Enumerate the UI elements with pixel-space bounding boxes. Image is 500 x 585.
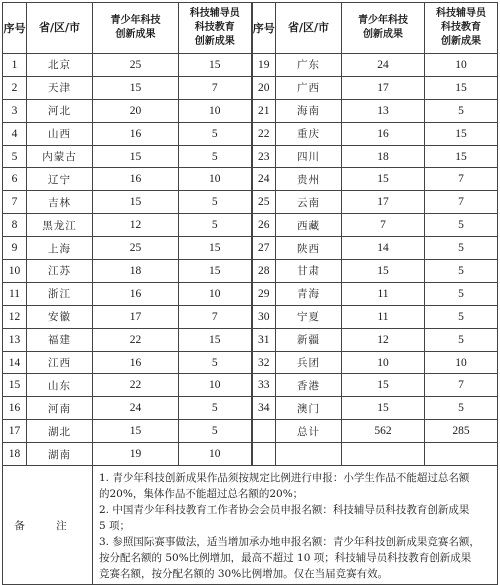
left-region-cell: 黑龙江 — [27, 214, 93, 237]
header-youth-right: 青少年科技 创新成果 — [342, 3, 425, 54]
left-tutor-count-cell: 7 — [179, 76, 252, 99]
right-tutor-count-cell: 7 — [425, 168, 498, 191]
right-region-cell: 云南 — [276, 191, 342, 214]
left-region-cell: 北京 — [27, 54, 93, 77]
right-tutor-count-cell: 15 — [425, 122, 498, 145]
note-line: 2. 中国青少年科技教育工作者协会会员申报名额：科技辅导员科技教育创新成果 — [99, 504, 470, 517]
left-tutor-count-cell: 5 — [179, 351, 252, 374]
left-youth-count-cell: 18 — [93, 260, 179, 283]
table-row — [3, 54, 498, 77]
right-region-cell: 西藏 — [276, 214, 342, 237]
notes-row — [3, 466, 498, 585]
right-youth-count-cell: 17 — [342, 191, 425, 214]
left-index-cell: 18 — [3, 443, 27, 466]
right-region-cell: 四川 — [276, 145, 342, 168]
right-region-cell: 宁夏 — [276, 305, 342, 328]
left-youth-count-cell: 17 — [93, 305, 179, 328]
right-tutor-count-cell: 7 — [425, 191, 498, 214]
left-youth-count-cell: 24 — [93, 397, 179, 420]
right-index-cell — [252, 443, 276, 466]
right-region-cell — [276, 443, 342, 466]
header-index-left: 序号 — [3, 3, 27, 54]
header-tutor-right: 科技辅导员 科技教育 创新成果 — [425, 3, 498, 54]
header-region-right: 省/区/市 — [276, 3, 342, 54]
left-region-cell: 安徽 — [27, 305, 93, 328]
left-index-cell: 7 — [3, 191, 27, 214]
right-tutor-count-cell: 10 — [425, 54, 498, 77]
left-region-cell: 河北 — [27, 99, 93, 122]
note-line: 1. 青少年科技创新成果作品须按规定比例进行申报：小学生作品不能超过总名额 — [99, 472, 470, 485]
note-line: 按分配名额的 50%比例增加，最高不超过 10 项；科技辅导员科技教育创新成果 — [99, 552, 472, 565]
right-index-cell: 20 — [252, 76, 276, 99]
left-region-cell: 江苏 — [27, 260, 93, 283]
right-youth-count-cell: 14 — [342, 237, 425, 260]
left-tutor-count-cell: 5 — [179, 145, 252, 168]
left-region-cell: 福建 — [27, 328, 93, 351]
table-row — [3, 168, 498, 191]
left-tutor-count-cell: 10 — [179, 282, 252, 305]
notes-text — [93, 466, 498, 585]
table-header — [3, 3, 498, 54]
left-index-cell: 9 — [3, 237, 27, 260]
header-index-right: 序号 — [252, 3, 276, 54]
table-row — [3, 214, 498, 237]
right-tutor-count-cell — [425, 443, 498, 466]
right-youth-count-cell: 18 — [342, 145, 425, 168]
right-index-cell: 24 — [252, 168, 276, 191]
right-tutor-count-cell: 10 — [425, 351, 498, 374]
left-index-cell: 4 — [3, 122, 27, 145]
left-index-cell: 12 — [3, 305, 27, 328]
right-youth-count-cell: 11 — [342, 282, 425, 305]
right-region-cell: 青海 — [276, 282, 342, 305]
left-index-cell: 13 — [3, 328, 27, 351]
right-region-cell: 甘肃 — [276, 260, 342, 283]
header-region-left: 省/区/市 — [27, 3, 93, 54]
left-region-cell: 湖南 — [27, 443, 93, 466]
right-youth-count-cell: 13 — [342, 99, 425, 122]
left-region-cell: 辽宁 — [27, 168, 93, 191]
left-region-cell: 山西 — [27, 122, 93, 145]
right-index-cell: 26 — [252, 214, 276, 237]
left-tutor-count-cell: 10 — [179, 443, 252, 466]
left-index-cell: 5 — [3, 145, 27, 168]
table-row — [3, 328, 498, 351]
left-youth-count-cell: 15 — [93, 420, 179, 443]
right-index-cell: 19 — [252, 54, 276, 77]
table-row — [3, 76, 498, 99]
header-tutor-left: 科技辅导员 科技教育 创新成果 — [179, 3, 252, 54]
left-tutor-count-cell: 5 — [179, 420, 252, 443]
left-index-cell: 10 — [3, 260, 27, 283]
table-row — [3, 260, 498, 283]
left-index-cell: 14 — [3, 351, 27, 374]
left-region-cell: 河南 — [27, 397, 93, 420]
right-index-cell: 34 — [252, 397, 276, 420]
right-region-cell: 香港 — [276, 374, 342, 397]
right-index-cell: 30 — [252, 305, 276, 328]
table-row — [3, 305, 498, 328]
right-region-cell: 广西 — [276, 76, 342, 99]
right-index-cell: 27 — [252, 237, 276, 260]
right-index-cell: 25 — [252, 191, 276, 214]
left-youth-count-cell: 20 — [93, 99, 179, 122]
right-tutor-count-cell: 5 — [425, 99, 498, 122]
left-youth-count-cell: 16 — [93, 351, 179, 374]
left-youth-count-cell: 22 — [93, 374, 179, 397]
left-region-cell: 浙江 — [27, 282, 93, 305]
table-row — [3, 351, 498, 374]
right-region-cell: 海南 — [276, 99, 342, 122]
right-index-cell: 33 — [252, 374, 276, 397]
left-youth-count-cell: 16 — [93, 168, 179, 191]
right-region-cell: 重庆 — [276, 122, 342, 145]
left-region-cell: 天津 — [27, 76, 93, 99]
right-tutor-count-cell: 5 — [425, 282, 498, 305]
left-tutor-count-cell: 15 — [179, 328, 252, 351]
left-tutor-count-cell: 5 — [179, 191, 252, 214]
right-tutor-count-cell: 5 — [425, 305, 498, 328]
right-index-cell: 23 — [252, 145, 276, 168]
right-region-cell: 澳门 — [276, 397, 342, 420]
note-line: 5 项； — [99, 520, 131, 533]
left-index-cell: 17 — [3, 420, 27, 443]
right-youth-count-cell: 12 — [342, 328, 425, 351]
left-youth-count-cell: 16 — [93, 122, 179, 145]
left-tutor-count-cell: 15 — [179, 237, 252, 260]
right-region-cell: 陕西 — [276, 237, 342, 260]
left-youth-count-cell: 15 — [93, 191, 179, 214]
notes-section — [3, 466, 498, 585]
right-index-cell: 22 — [252, 122, 276, 145]
table-row — [3, 282, 498, 305]
right-tutor-count-cell: 285 — [425, 420, 498, 443]
left-tutor-count-cell: 10 — [179, 99, 252, 122]
right-tutor-count-cell: 15 — [425, 76, 498, 99]
left-region-cell: 湖北 — [27, 420, 93, 443]
right-region-cell: 新疆 — [276, 328, 342, 351]
right-index-cell — [252, 420, 276, 443]
left-region-cell: 内蒙古 — [27, 145, 93, 168]
left-youth-count-cell: 15 — [93, 145, 179, 168]
left-youth-count-cell: 25 — [93, 54, 179, 77]
left-youth-count-cell: 19 — [93, 443, 179, 466]
table-row — [3, 420, 498, 443]
note-line: 竞赛名额，按分配名额的 30%比例增加。仅在当届竞赛有效。 — [99, 568, 389, 581]
left-youth-count-cell: 15 — [93, 76, 179, 99]
left-tutor-count-cell: 7 — [179, 305, 252, 328]
table-row — [3, 397, 498, 420]
right-youth-count-cell: 24 — [342, 54, 425, 77]
left-tutor-count-cell: 10 — [179, 168, 252, 191]
right-youth-count-cell — [342, 443, 425, 466]
right-tutor-count-cell: 5 — [425, 237, 498, 260]
right-region-cell: 广东 — [276, 54, 342, 77]
table-row — [3, 191, 498, 214]
right-youth-count-cell: 15 — [342, 374, 425, 397]
left-tutor-count-cell: 5 — [179, 397, 252, 420]
left-index-cell: 2 — [3, 76, 27, 99]
left-tutor-count-cell: 10 — [179, 374, 252, 397]
right-tutor-count-cell: 5 — [425, 214, 498, 237]
right-youth-count-cell: 15 — [342, 260, 425, 283]
right-youth-count-cell: 16 — [342, 122, 425, 145]
table-row — [3, 122, 498, 145]
right-youth-count-cell: 17 — [342, 76, 425, 99]
right-youth-count-cell: 10 — [342, 351, 425, 374]
left-youth-count-cell: 25 — [93, 237, 179, 260]
note-line: 3. 参照国际赛事做法，适当增加承办地申报名额：青少年科技创新成果竞赛名额， — [99, 536, 480, 549]
right-index-cell: 29 — [252, 282, 276, 305]
right-index-cell: 32 — [252, 351, 276, 374]
table-row — [3, 99, 498, 122]
left-index-cell: 8 — [3, 214, 27, 237]
right-tutor-count-cell: 15 — [425, 145, 498, 168]
quota-sheet — [2, 2, 497, 585]
right-index-cell: 28 — [252, 260, 276, 283]
table-row — [3, 374, 498, 397]
left-index-cell: 15 — [3, 374, 27, 397]
left-region-cell: 吉林 — [27, 191, 93, 214]
notes-label: 备 注 — [3, 466, 93, 585]
right-index-cell: 21 — [252, 99, 276, 122]
right-youth-count-cell: 15 — [342, 168, 425, 191]
right-tutor-count-cell: 5 — [425, 260, 498, 283]
left-index-cell: 1 — [3, 54, 27, 77]
left-tutor-count-cell: 5 — [179, 214, 252, 237]
left-youth-count-cell: 16 — [93, 282, 179, 305]
right-region-cell: 总计 — [276, 420, 342, 443]
right-tutor-count-cell: 7 — [425, 374, 498, 397]
table-body — [3, 54, 498, 466]
left-index-cell: 16 — [3, 397, 27, 420]
left-tutor-count-cell: 15 — [179, 260, 252, 283]
left-youth-count-cell: 22 — [93, 328, 179, 351]
right-youth-count-cell: 15 — [342, 397, 425, 420]
left-youth-count-cell: 12 — [93, 214, 179, 237]
table-row — [3, 443, 498, 466]
table-row — [3, 145, 498, 168]
right-youth-count-cell: 11 — [342, 305, 425, 328]
right-index-cell: 31 — [252, 328, 276, 351]
quota-table — [2, 2, 498, 585]
left-tutor-count-cell: 15 — [179, 54, 252, 77]
right-tutor-count-cell: 5 — [425, 397, 498, 420]
left-tutor-count-cell: 5 — [179, 122, 252, 145]
left-region-cell: 山东 — [27, 374, 93, 397]
left-index-cell: 3 — [3, 99, 27, 122]
left-index-cell: 6 — [3, 168, 27, 191]
table-row — [3, 237, 498, 260]
left-region-cell: 上海 — [27, 237, 93, 260]
right-tutor-count-cell: 5 — [425, 328, 498, 351]
right-youth-count-cell: 562 — [342, 420, 425, 443]
right-region-cell: 兵团 — [276, 351, 342, 374]
header-youth-left: 青少年科技 创新成果 — [93, 3, 179, 54]
right-region-cell: 贵州 — [276, 168, 342, 191]
left-region-cell: 江西 — [27, 351, 93, 374]
left-index-cell: 11 — [3, 282, 27, 305]
note-line: 的20%，集体作品不能超过总名额的20%； — [99, 488, 304, 501]
right-youth-count-cell: 7 — [342, 214, 425, 237]
